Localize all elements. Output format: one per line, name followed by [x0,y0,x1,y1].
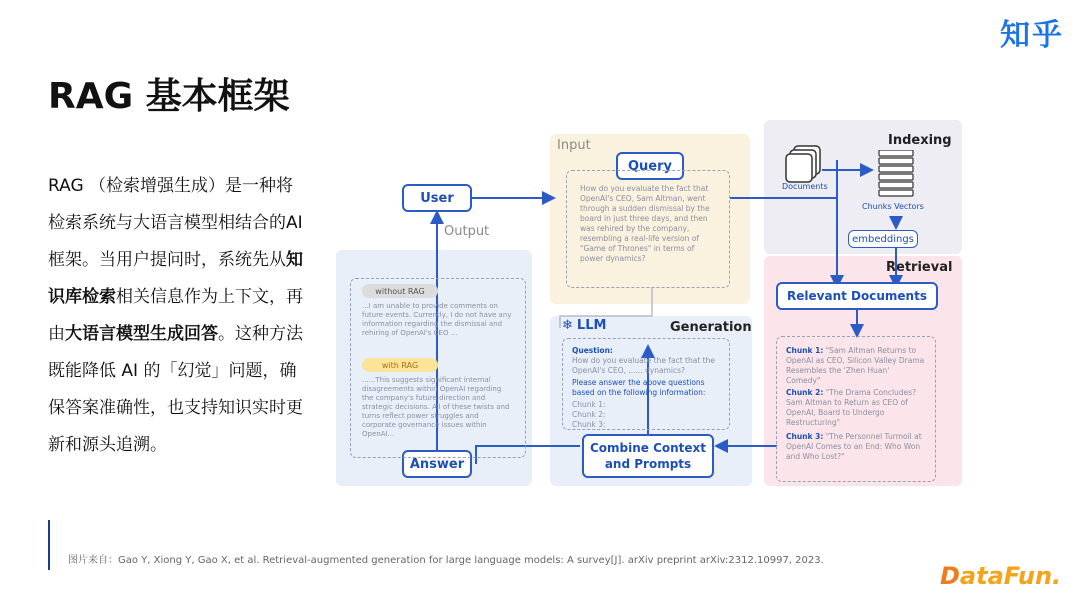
chunks-vectors-label: Chunks Vectors [862,202,924,211]
without-rag-text: ...I am unable to provide comments on future events. Currently, I do not have any information regarding the dismissal and rehiring of OpenAI's CEO ... [362,302,512,337]
intro-bold-2: 大语言模型生成回答 [65,324,218,344]
chunk-2-text: "The Drama Concludes? Sam Altman to Return as CEO of OpenAI, Board to Undergo Restructuring" [786,388,917,427]
query-text: How do you evaluate the fact that OpenAI's CEO, Sam Altman, went through a sudden dismissal by the board in just three days, and then was rehired by the company, resembling a real-life version of "Game of Thrones" in terms of power dynamics? [580,184,710,263]
chunk-1-title: Chunk 1: [786,346,824,355]
combine-context-box: Combine Context and Prompts [582,434,714,478]
vector-stack-icon [877,150,917,204]
prompt-chunk-1: Chunk 1: [572,400,606,409]
chunk-1 [786,346,926,386]
documents-label: Documents [782,182,828,191]
chunk-2-title: Chunk 2: [786,388,824,397]
retrieval-label: Retrieval [886,260,953,275]
with-rag-text: ......This suggests significant internal disagreements within OpenAI regarding the company's future direction and strategic decisions. All of these twists and turns reflect power struggles and corporate governance issues within OpenAI... [362,376,510,438]
prompt-chunk-3: Chunk 3: [572,420,606,429]
citation-rule [48,520,50,570]
datafun-logo [940,562,1061,590]
documents-icon [784,144,832,184]
prompt-instruction: Please answer the above questions based on the following information: [572,378,706,397]
intro-bold-1: 知识库检索 [48,250,303,307]
prompt-question-title: Question: [572,346,613,355]
arrow-query-to-indexing [730,198,837,287]
llm-label [562,318,606,333]
rag-diagram [322,120,962,490]
prompt-chunk-2: Chunk 2: [572,410,606,419]
intro-text-1: RAG （检索增强生成）是一种将检索系统与大语言模型相结合的AI框架。当用户提问时，系统先从 [48,176,303,270]
answer-box: Answer [402,450,472,478]
relevant-documents-box: Relevant Documents [776,282,938,310]
zhihu-logo: 知乎 [1000,18,1064,53]
without-rag-pill: without RAG [362,284,438,298]
chunk-3-title: Chunk 3: [786,432,824,441]
intro-paragraph [48,168,310,464]
chunk-2 [786,388,926,428]
datafun-logo-rest: ataFun. [959,562,1062,590]
intro-text-3: 。这种方法既能降低 AI 的「幻觉」问题，确保答案准确性，也支持知识实时更新和源头追溯。 [48,324,303,455]
user-box: User [402,184,472,212]
output-label: Output [444,224,490,239]
llm-text: LLM [576,318,607,333]
input-label: Input [557,138,591,153]
datafun-logo-d: D [940,562,960,590]
chunk-1-text: "Sam Altman Returns to OpenAI as CEO, Silicon Valley Drama Resembles the 'Zhen Huan' Comedy" [786,346,925,385]
generation-label: Generation [670,320,752,335]
snowflake-icon: ❄ [562,318,573,333]
query-box: Query [616,152,684,180]
with-rag-pill: with RAG [362,358,438,372]
chunk-3-text: "The Personnel Turmoil at OpenAI Comes to an End: Who Won and Who Lost?" [786,432,922,461]
citation: 图片来自：Gao Y, Xiong Y, Gao X, et al. Retrieval-augmented generation for large language models: A survey[J]. arXiv preprint arXiv:2312.10997, 2023. [68,555,824,566]
chunk-3 [786,432,926,462]
indexing-label: Indexing [888,133,952,148]
intro-text-2: 相关信息作为上下文，再由 [48,287,303,344]
embeddings-box: embeddings [848,230,918,248]
page-title: RAG 基本框架 [48,76,290,117]
prompt-question-text: How do you evaluate the fact that the OpenAI's CEO, ...... dynamics? [572,356,715,375]
